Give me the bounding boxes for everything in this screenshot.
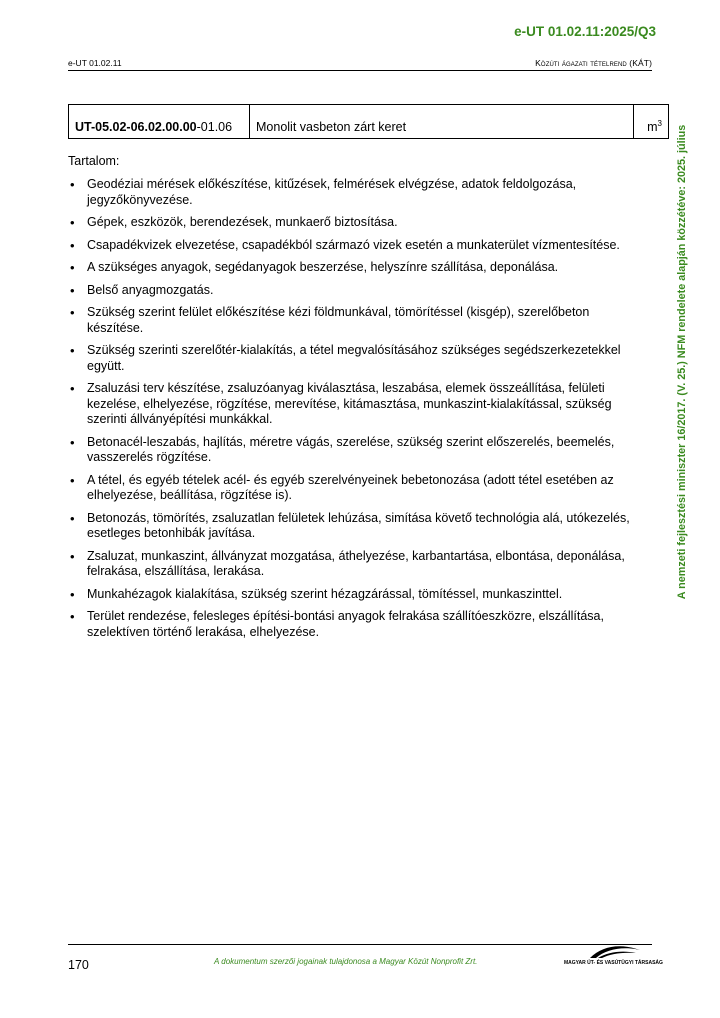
- list-item: • A tétel, és egyéb tételek acél- és egyéb szerelvényeinek bebetonozása (adott tétel esetében az elhelyezése, beállítása, rögzítése is).: [68, 473, 648, 504]
- list-item: • Szükség szerinti szerelőtér-kialakítás, a tétel megvalósításához szükséges segédszerkezetekkel együtt.: [68, 343, 648, 374]
- list-item: • Terület rendezése, felesleges építési-bontási anyagok felrakása szállítóeszközre, elszállítása, szelektíven történő lerakása, elhelyezése.: [68, 609, 648, 640]
- item-description: Monolit vasbeton zárt keret: [256, 120, 407, 134]
- item-table: [68, 104, 669, 139]
- list-item: • Gépek, eszközök, berendezések, munkaerő biztosítása.: [68, 215, 648, 231]
- list-item: • A szükséges anyagok, segédanyagok beszerzése, helyszínre szállítása, deponálása.: [68, 260, 648, 276]
- item-unit-base: m: [647, 120, 658, 134]
- logo-swoosh-icon: [560, 944, 656, 960]
- page-header: [68, 58, 652, 71]
- list-item: • Betonozás, tömörítés, zsaluzatlan felületek lehúzása, simítása követő technológia alá, utókezelés, esetleges betonhibák javítása.: [68, 511, 648, 542]
- list-item: • Betonacél-leszabás, hajlítás, méretre vágás, szerelése, szükség szerint előszerelés, beemelés, vasszerelés rögzítése.: [68, 435, 648, 466]
- content-list: [68, 177, 648, 640]
- header-left-code: e-UT 01.02.11: [68, 58, 122, 68]
- item-description-cell: [250, 105, 634, 139]
- list-item: • Csapadékvizek elvezetése, csapadékból származó vizek esetén a munkaterület vízmentesítése.: [68, 238, 648, 254]
- item-code-main: UT-05.02-06.02.00.00: [75, 120, 197, 134]
- copyright-notice: A dokumentum szerzői jogainak tulajdonosa a Magyar Közút Nonprofit Zrt.: [214, 957, 478, 966]
- side-publication-note: [674, 96, 690, 628]
- header-right-title: Közúti ágazati tételrend (KÁT): [535, 58, 652, 68]
- list-item: • Belső anyagmozgatás.: [68, 283, 648, 299]
- logo-text: MAGYAR ÚT- ÉS VASÚTÜGYI TÁRSASÁG: [564, 960, 663, 966]
- document-code: e-UT 01.02.11:2025/Q3: [514, 24, 656, 39]
- item-row: [69, 105, 669, 139]
- society-logo: [560, 944, 663, 972]
- list-item: • Szükség szerint felület előkészítése kézi földmunkával, tömörítéssel (kisgép), szerelőbeton készítése.: [68, 305, 648, 336]
- item-code-cell: [69, 105, 250, 139]
- page-number: 170: [68, 958, 89, 972]
- content-section: [68, 154, 648, 647]
- content-title: Tartalom:: [68, 154, 120, 168]
- list-item: • Zsaluzási terv készítése, zsaluzóanyag kiválasztása, leszabása, elemek összeállítása, felületi kezelése, elhelyezése, rögzítése, merevítése, kitámasztása, munkaszint-kialakítással, szükség szerinti állványépítési munkákkal.: [68, 381, 648, 428]
- list-item: • Munkahézagok kialakítása, szükség szerint hézagzárással, tömítéssel, munkaszinttel.: [68, 587, 648, 603]
- item-unit-exponent: 3: [657, 118, 662, 128]
- item-unit-cell: [634, 105, 669, 139]
- list-item: • Geodéziai mérések előkészítése, kitűzések, felmérések elvégzése, adatok feldolgozása, jegyzőkönyvezése.: [68, 177, 648, 208]
- side-note-text: A nemzeti fejlesztési miniszter 16/2017. (V. 25.) NFM rendelete alapján közzétéve: 2025. július: [676, 124, 688, 600]
- item-code-suffix: -01.06: [196, 120, 233, 134]
- list-item: • Zsaluzat, munkaszint, állványzat mozgatása, áthelyezése, karbantartása, elbontása, deponálása, felrakása, elszállítása, lerakása.: [68, 549, 648, 580]
